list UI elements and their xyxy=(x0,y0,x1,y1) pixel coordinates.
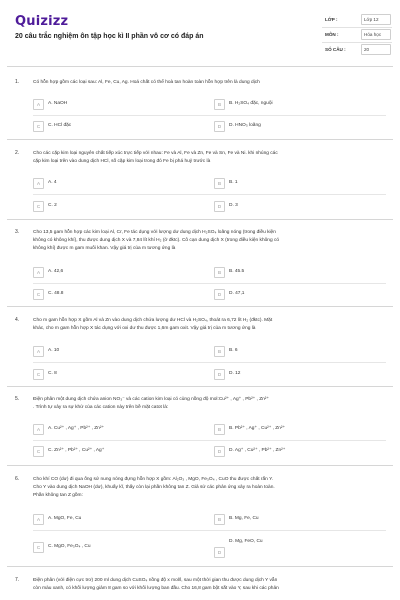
question-line: Cho m gam hỗn hợp X gồm Al và Zn vào dung dịch chứa lượng dư HCl và H₂SO₄, thoát ra 6,72 lít H₂ (đktc). Mặt xyxy=(33,318,273,323)
option-divider xyxy=(33,115,386,116)
question-line: Cho các cặp kim loại nguyên chất tiếp xúc trực tiếp với nhau: Fe và Al, Fe và Zn, Fe và Sn, Fe và Ni. khi nhúng các xyxy=(33,151,278,156)
option-divider xyxy=(33,530,386,531)
option-letter: D xyxy=(214,121,225,132)
option-text: D. Ag⁺ , Cu²⁺ , Pb²⁺ , Zn²⁺ xyxy=(229,448,286,453)
option-a[interactable] xyxy=(33,424,203,435)
option-c[interactable] xyxy=(33,369,203,380)
question-line: Cho 13,5 gam hỗn hợp các kim loại Al, Cr, Fe tác dụng với lượng dư dung dịch H₂SO₄ loãng nóng (trong điều kiện xyxy=(33,230,276,235)
option-letter: B xyxy=(214,346,225,357)
option-b[interactable] xyxy=(214,514,384,525)
option-letter: C xyxy=(33,542,44,553)
question-line: . Trình tự xảy ra sự khử của các cation này trên bề mặt catot là: xyxy=(33,404,169,410)
question-count-value: 20 xyxy=(361,44,391,55)
option-divider xyxy=(33,362,386,363)
grade-label: LỚP : xyxy=(325,17,338,22)
option-text: D. 47,1 xyxy=(229,291,245,296)
question-text xyxy=(33,317,383,333)
question-text xyxy=(33,79,383,87)
option-d[interactable] xyxy=(214,289,384,300)
option-b[interactable] xyxy=(214,424,384,435)
option-letter: A xyxy=(33,99,44,110)
question-line: Cho Y vào dung dịch NaOH (dư), khuấy kĩ, thấy còn lại phần không tan Z. Giả sử các phản ứng xảy ra hoàn toàn. xyxy=(33,484,275,490)
document-title: 20 câu trắc nghiệm ôn tập học kì II phần vô cơ có đáp án xyxy=(15,33,204,40)
option-text: C. 2 xyxy=(48,203,57,208)
question-number: 4. xyxy=(15,317,20,323)
option-divider xyxy=(33,440,386,441)
question-number: 2. xyxy=(15,150,20,156)
option-letter: A xyxy=(33,346,44,357)
question-line: còn màu xanh, có khối lượng giảm 8 gam so với khối lượng ban đầu. Cho 16,8 gam bột sắt vào Y, sau khi các phản xyxy=(33,585,279,591)
option-letter: B xyxy=(214,99,225,110)
option-text: B. 6 xyxy=(229,348,238,353)
option-text: D. 3 xyxy=(229,203,238,208)
option-text: C. 48.8 xyxy=(48,291,64,296)
option-divider xyxy=(33,194,386,195)
option-text: D. HNO₃ loãng xyxy=(229,123,261,128)
question-line: Phần không tan Z gồm: xyxy=(33,492,83,498)
question-text xyxy=(33,229,383,252)
option-d[interactable] xyxy=(214,446,384,457)
question-line: Điện phân (với điện cực trơ) 200 ml dung dịch CuSO₄ nồng độ x mol/l, sau một thời gian thu được dung dịch Y vẫn xyxy=(33,578,278,583)
option-text: B. 1 xyxy=(229,180,238,185)
question-rule xyxy=(7,219,393,220)
option-letter: A xyxy=(33,267,44,278)
option-text: A. 42,6 xyxy=(48,269,64,274)
question-number: 5. xyxy=(15,396,20,402)
question-line: cặp kim loại trên vào dung dịch HCl, số cặp kim loại trong đó Fe bị phá huỷ trước là xyxy=(33,158,211,164)
option-b[interactable] xyxy=(214,178,384,189)
subject-value: Hóa học xyxy=(361,29,391,40)
meta-divider xyxy=(322,27,392,28)
question-number: 7. xyxy=(15,577,20,583)
question-rule xyxy=(7,386,393,387)
option-letter: C xyxy=(33,369,44,380)
option-a[interactable] xyxy=(33,346,203,357)
question-text xyxy=(33,577,383,593)
option-text: A. Cu²⁺ , Ag⁺ , Pb²⁺ , Zn²⁺ xyxy=(48,426,104,431)
option-text: B. Mg, Fe, Cu xyxy=(229,516,259,521)
question-number: 3. xyxy=(15,229,20,235)
subject-label: MÔN : xyxy=(325,32,339,37)
option-letter: B xyxy=(214,514,225,525)
option-d[interactable] xyxy=(214,121,384,132)
option-text: C. MgO, Fe₃O₄ , Cu xyxy=(48,544,91,549)
option-c[interactable] xyxy=(33,201,203,212)
option-letter: D xyxy=(214,547,225,558)
option-text: A. NaOH xyxy=(48,101,68,106)
question-number: 1. xyxy=(15,79,20,85)
option-text: C. Zn²⁺ , Pb²⁺ , Cu²⁺ , Ag⁺ xyxy=(48,448,105,453)
option-a[interactable] xyxy=(33,514,203,525)
option-letter: B xyxy=(214,267,225,278)
option-letter: C xyxy=(33,121,44,132)
option-text: A. MgO, Fe, Cu xyxy=(48,516,82,521)
question-number: 6. xyxy=(15,476,20,482)
option-a[interactable] xyxy=(33,178,203,189)
option-a[interactable] xyxy=(33,99,203,110)
option-letter: A xyxy=(33,424,44,435)
question-line: không khí) được m gam muối khan. Vậy giá trị của m tương ứng là xyxy=(33,245,176,251)
option-c[interactable] xyxy=(33,542,203,553)
option-c[interactable] xyxy=(33,446,203,457)
option-d[interactable] xyxy=(214,537,384,555)
option-d[interactable] xyxy=(214,201,384,212)
option-d[interactable] xyxy=(214,369,384,380)
option-text: A. 10 xyxy=(48,348,60,353)
question-rule xyxy=(7,139,393,140)
option-letter: B xyxy=(214,178,225,189)
option-letter: D xyxy=(214,369,225,380)
question-count-label: SỐ CÂU : xyxy=(325,47,346,52)
option-letter: D xyxy=(214,289,225,300)
option-letter: D xyxy=(214,446,225,457)
option-text: C. 8 xyxy=(48,371,57,376)
option-letter: C xyxy=(33,446,44,457)
option-b[interactable] xyxy=(214,267,384,278)
question-line: Có hỗn hợp gồm các loại sau: Al, Fe, Cu, Ag. Hoá chất có thể hoà tan hoàn toàn hỗn hợp trên là dung dịch xyxy=(33,80,260,85)
option-letter: C xyxy=(33,201,44,212)
option-b[interactable] xyxy=(214,99,384,110)
quizizz-logo: Quizizz xyxy=(15,14,69,29)
question-text xyxy=(33,396,383,412)
question-rule xyxy=(7,566,393,567)
option-text: C. HCl đặc xyxy=(48,123,72,128)
option-text: B. H₂SO₄ đặc, nguội xyxy=(229,101,273,106)
option-b[interactable] xyxy=(214,346,384,357)
option-letter: A xyxy=(33,514,44,525)
option-c[interactable] xyxy=(33,289,203,300)
question-rule xyxy=(7,465,393,466)
option-text: A. 4 xyxy=(48,180,57,185)
option-text: B. 45.5 xyxy=(229,269,245,274)
option-letter: D xyxy=(214,201,225,212)
option-text: D. Mg, FeO, Cu xyxy=(229,539,263,544)
question-text xyxy=(33,150,383,166)
option-text: D. 12 xyxy=(229,371,241,376)
grade-value: Lớp 12 xyxy=(361,14,391,25)
question-line: Điện phân một dung dịch chứa anion NO₃⁻ và các cation kim loại có cùng nồng độ mol:Cu²⁺ , Ag⁺ , Pb²⁺ , Zn²⁺ xyxy=(33,397,269,402)
question-line: Cho khí CO (dư) đi qua ống sứ nung nóng đựng hỗn hợp X gồm: Al₂O₃ , MgO, Fe₃O₄ , CuO thu được chất rắn Y. xyxy=(33,477,274,482)
option-c[interactable] xyxy=(33,121,203,132)
question-line: khác, cho m gam hỗn hợp X tác dụng với oxi dư thu được 1,6m gam oxit. Vậy giá trị của m tương ứng là xyxy=(33,325,256,331)
option-a[interactable] xyxy=(33,267,203,278)
option-letter: A xyxy=(33,178,44,189)
option-letter: B xyxy=(214,424,225,435)
header-rule xyxy=(7,66,393,67)
question-rule xyxy=(7,306,393,307)
question-text xyxy=(33,476,383,499)
option-text: B. Pb²⁺ , Ag⁺ , Cu²⁺ , Zn²⁺ xyxy=(229,426,285,431)
option-letter: C xyxy=(33,289,44,300)
meta-divider xyxy=(322,42,392,43)
option-divider xyxy=(33,283,386,284)
document-header xyxy=(0,0,400,66)
question-line: không có không khí), thu được dung dịch X và 7,84 lít khí H₂ (ở đktc). Cô cạn dung dịch X (trong điều kiện không có xyxy=(33,237,280,243)
